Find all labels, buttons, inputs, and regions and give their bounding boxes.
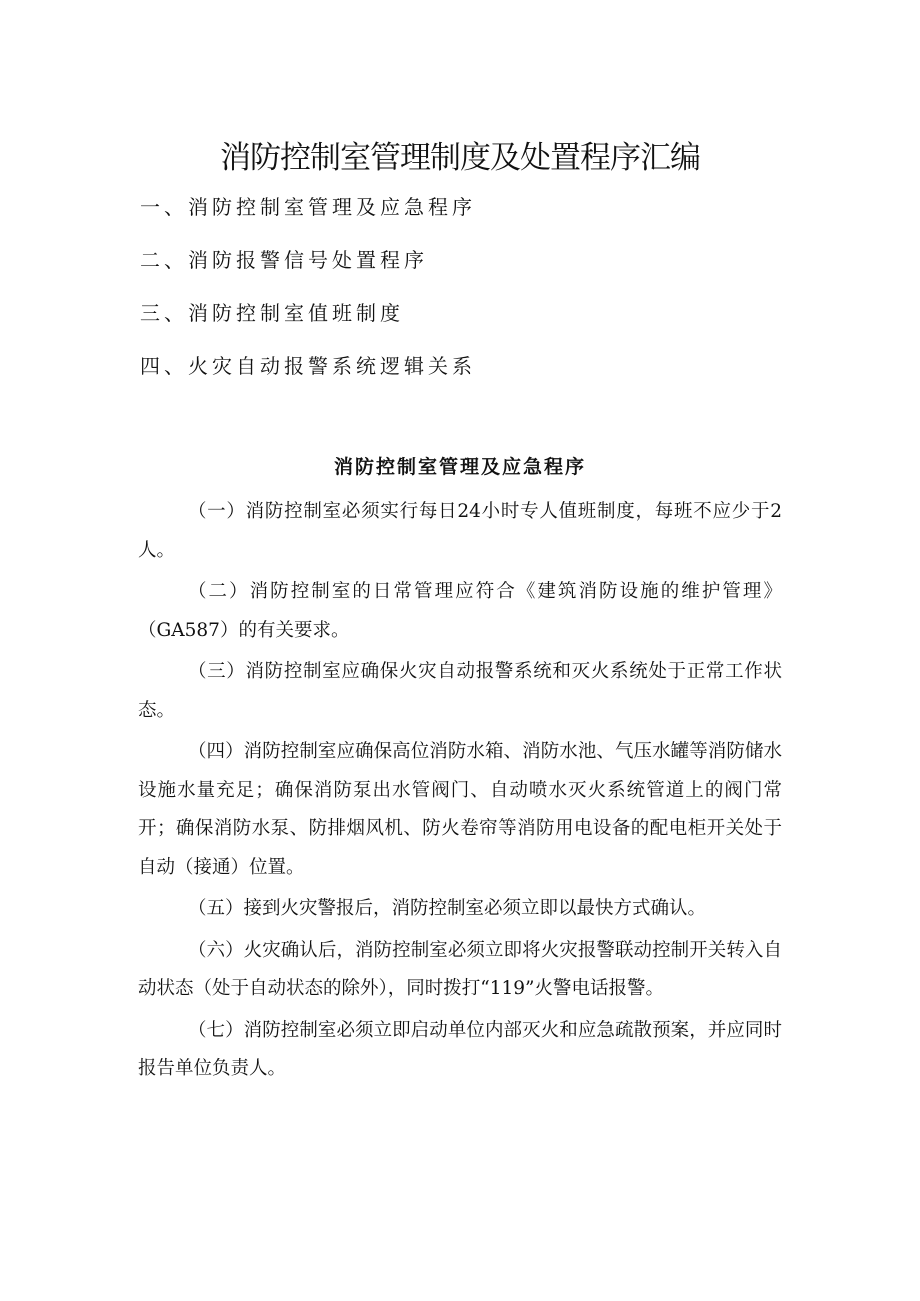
section-body bbox=[138, 493, 782, 1092]
paragraph-4: （四）消防控制室应确保高位消防水箱、消防水池、气压水罐等消防储水设施水量充足；确保消防泵出水管阀门、自动喷水灭火系统管道上的阀门常开；确保消防水泵、防排烟风机、防火卷帘等消防用电设备的配电柜开关处于自动（接通）位置。 bbox=[138, 741, 782, 878]
toc-item-4: 四、火灾自动报警系统逻辑关系 bbox=[140, 354, 476, 378]
table-of-contents bbox=[140, 190, 840, 402]
toc-item-3: 三、消防控制室值班制度 bbox=[140, 301, 404, 325]
paragraph-1: （一）消防控制室必须实行每日24小时专人值班制度，每班不应少于2人。 bbox=[138, 501, 782, 561]
paragraph-5: （五）接到火灾警报后，消防控制室必须立即以最快方式确认。 bbox=[187, 898, 706, 919]
paragraph-6: （六）火灾确认后，消防控制室必须立即将火灾报警联动控制开关转入自动状态（处于自动状态的除外），同时拨打“119”火警电话报警。 bbox=[138, 939, 782, 999]
paragraph-7: （七）消防控制室必须立即启动单位内部灭火和应急疏散预案，并应同时报告单位负责人。 bbox=[138, 1019, 782, 1079]
toc-item-1: 一、消防控制室管理及应急程序 bbox=[140, 195, 476, 219]
document-title: 消防控制室管理制度及处置程序汇编 bbox=[220, 140, 700, 176]
section-title: 消防控制室管理及应急程序 bbox=[333, 456, 586, 478]
paragraph-2: （二）消防控制室的日常管理应符合《建筑消防设施的维护管理》（GA587）的有关要求。 bbox=[138, 581, 782, 641]
paragraph-3: （三）消防控制室应确保火灾自动报警系统和灭火系统处于正常工作状态。 bbox=[138, 661, 782, 721]
toc-item-2: 二、消防报警信号处置程序 bbox=[140, 248, 428, 272]
